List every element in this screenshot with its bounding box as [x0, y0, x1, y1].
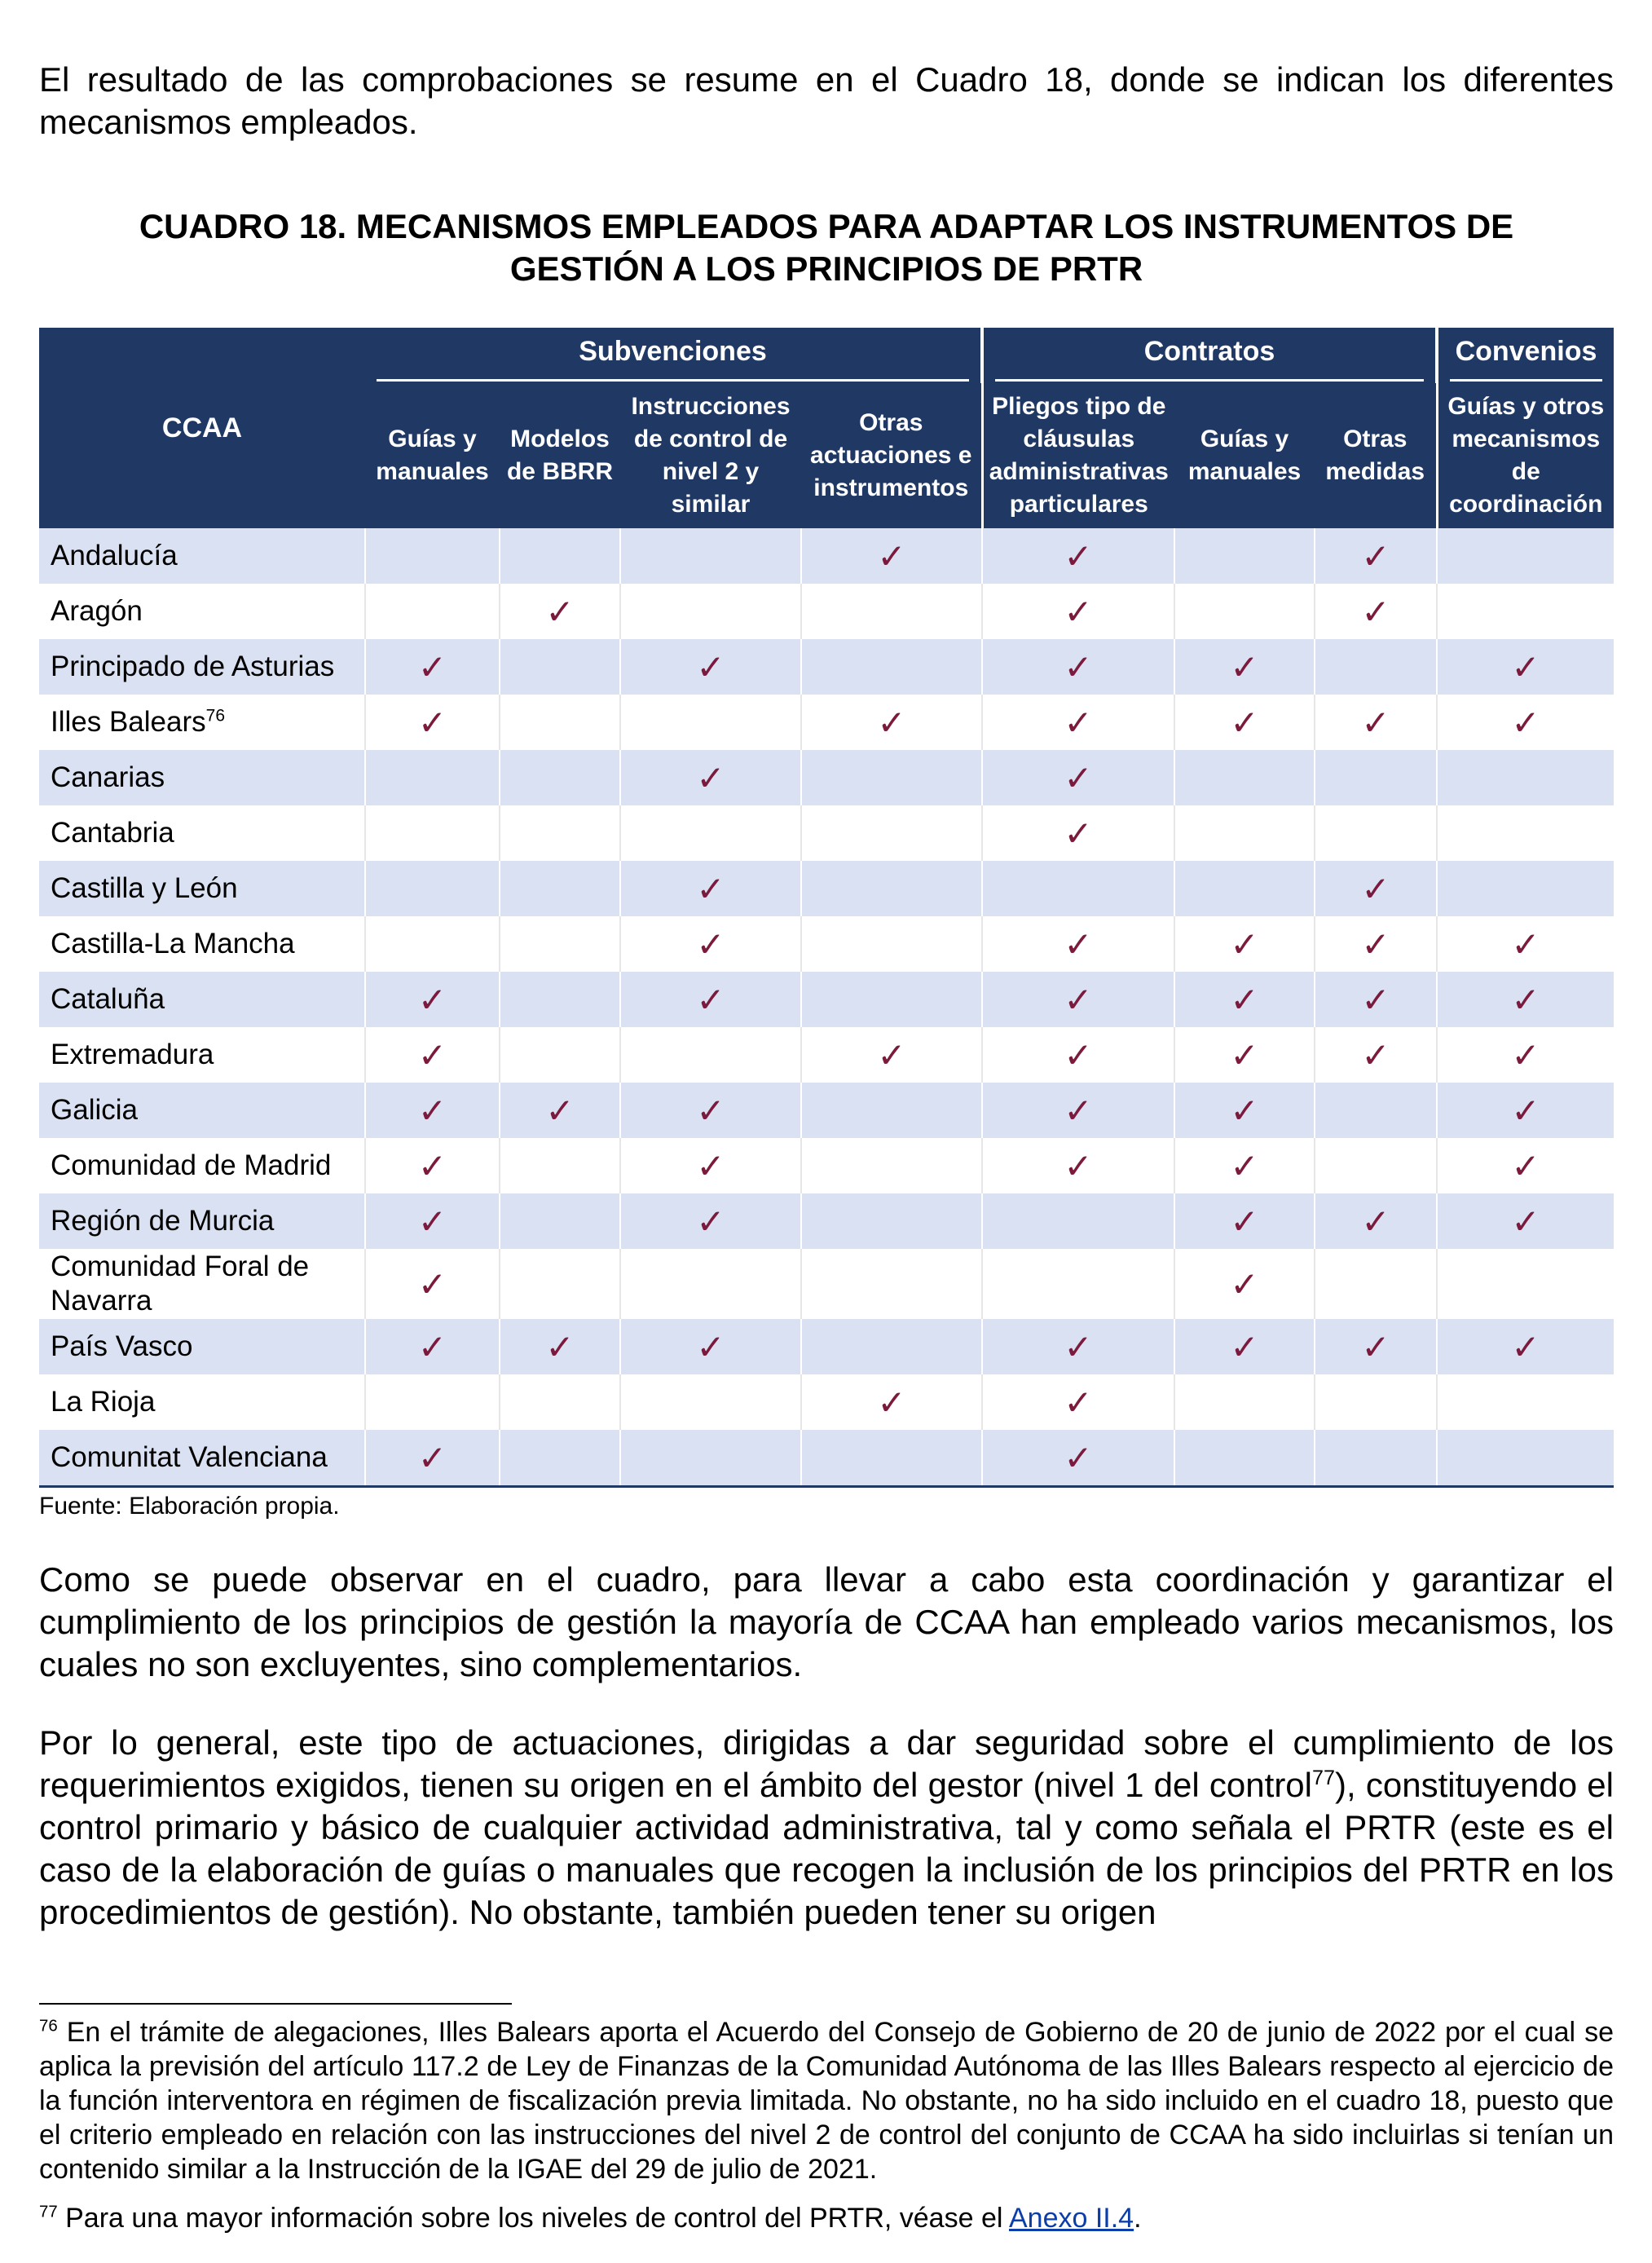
column-header: Otras actuaciones e instrumentos	[801, 383, 982, 528]
table-row	[39, 1027, 1614, 1083]
table-row	[39, 1374, 1614, 1430]
empty-cell	[1315, 1430, 1437, 1487]
empty-cell	[365, 916, 500, 972]
check-icon: ✓	[801, 1374, 982, 1430]
empty-cell	[1315, 805, 1437, 861]
table-body	[39, 528, 1614, 1487]
empty-cell	[620, 1374, 801, 1430]
check-icon: ✓	[1437, 639, 1614, 695]
empty-cell	[620, 1249, 801, 1319]
empty-cell	[1315, 1374, 1437, 1430]
intro-paragraph: El resultado de las comprobaciones se resume en el Cuadro 18, donde se indican los diferentes mecanismos empleados.	[39, 60, 1614, 141]
empty-cell	[500, 1430, 620, 1487]
ccaa-name: Castilla y León	[39, 861, 365, 916]
table-row	[39, 1193, 1614, 1249]
ccaa-name: Galicia	[39, 1083, 365, 1138]
check-icon: ✓	[1174, 1138, 1315, 1193]
check-icon: ✓	[1315, 861, 1437, 916]
empty-cell	[500, 695, 620, 750]
empty-cell	[1174, 861, 1315, 916]
column-header: Otras medidas	[1315, 383, 1437, 528]
check-icon: ✓	[1174, 916, 1315, 972]
column-header: Pliegos tipo de cláusulas administrativas particulares	[982, 383, 1174, 528]
check-icon: ✓	[982, 584, 1174, 639]
check-icon: ✓	[1437, 1027, 1614, 1083]
check-icon: ✓	[982, 1027, 1174, 1083]
check-icon: ✓	[620, 916, 801, 972]
check-icon: ✓	[365, 972, 500, 1027]
empty-cell	[620, 695, 801, 750]
empty-cell	[620, 1027, 801, 1083]
empty-cell	[1315, 1249, 1437, 1319]
empty-cell	[365, 584, 500, 639]
table-row	[39, 805, 1614, 861]
table-row	[39, 972, 1614, 1027]
table-row	[39, 916, 1614, 972]
empty-cell	[500, 528, 620, 584]
column-header: Guías y otros mecanismos de coordinación	[1437, 383, 1614, 528]
check-icon: ✓	[620, 1138, 801, 1193]
empty-cell	[982, 861, 1174, 916]
check-icon: ✓	[982, 1374, 1174, 1430]
check-icon: ✓	[620, 639, 801, 695]
empty-cell	[982, 1249, 1174, 1319]
mechanisms-table-wrapper	[39, 328, 1614, 1520]
check-icon: ✓	[982, 1430, 1174, 1487]
check-icon: ✓	[1174, 1249, 1315, 1319]
ccaa-name: Comunidad de Madrid	[39, 1138, 365, 1193]
check-icon: ✓	[1437, 1319, 1614, 1374]
ccaa-name: Cantabria	[39, 805, 365, 861]
check-icon: ✓	[1315, 916, 1437, 972]
check-icon: ✓	[620, 972, 801, 1027]
table-title-line-2: GESTIÓN A LOS PRINCIPIOS DE PRTR	[509, 249, 1143, 288]
check-icon: ✓	[620, 1319, 801, 1374]
check-icon: ✓	[982, 695, 1174, 750]
check-icon: ✓	[1437, 1193, 1614, 1249]
empty-cell	[801, 916, 982, 972]
empty-cell	[365, 528, 500, 584]
table-source: Fuente: Elaboración propia.	[39, 1493, 340, 1520]
empty-cell	[801, 861, 982, 916]
ccaa-name: Aragón	[39, 584, 365, 639]
empty-cell	[801, 1430, 982, 1487]
empty-cell	[801, 584, 982, 639]
table-row	[39, 584, 1614, 639]
check-icon: ✓	[1174, 1193, 1315, 1249]
empty-cell	[500, 1138, 620, 1193]
check-icon: ✓	[365, 1083, 500, 1138]
group-header-convenios: Convenios	[1437, 328, 1614, 383]
empty-cell	[620, 805, 801, 861]
ccaa-name: Illes Balears$^{76}$	[39, 695, 365, 750]
check-icon: ✓	[982, 750, 1174, 805]
footnote-divider	[39, 2003, 512, 2005]
empty-cell	[801, 1249, 982, 1319]
empty-cell	[801, 639, 982, 695]
table-title	[39, 205, 1614, 290]
check-icon: ✓	[1174, 972, 1315, 1027]
empty-cell	[620, 584, 801, 639]
empty-cell	[801, 1193, 982, 1249]
empty-cell	[1174, 750, 1315, 805]
empty-cell	[365, 805, 500, 861]
check-icon: ✓	[365, 1027, 500, 1083]
table-row	[39, 1138, 1614, 1193]
empty-cell	[1437, 584, 1614, 639]
check-icon: ✓	[801, 695, 982, 750]
footnote-ref-77: 77	[1312, 1767, 1336, 1789]
footnote-77: $^{77}$ Para una mayor información sobre los niveles de control del PRTR, véase el Anexo II.4.	[39, 2203, 1142, 2234]
check-icon: ✓	[1315, 1193, 1437, 1249]
check-icon: ✓	[982, 639, 1174, 695]
check-icon: ✓	[1437, 1083, 1614, 1138]
empty-cell	[365, 861, 500, 916]
empty-cell	[1174, 1374, 1315, 1430]
paragraph-general: Por lo general, este tipo de actuaciones, dirigidas a dar seguridad sobre el cumplimiento de los requerimientos exigidos, tienen su origen en el ámbito del gestor (nivel 1 del control$^{77}$), constituyendo el control primario y básico de cualquier actividad administrativa, tal y como señala el PRTR (este es el caso de la elaboración de guías o manuales que recogen la inclusión de los principios del PRTR en los procedimientos de gestión). No obstante, también pueden tener su origen	[39, 1723, 1614, 1931]
check-icon: ✓	[365, 695, 500, 750]
check-icon: ✓	[1174, 639, 1315, 695]
ccaa-name: La Rioja	[39, 1374, 365, 1430]
empty-cell	[1437, 750, 1614, 805]
check-icon: ✓	[1315, 1027, 1437, 1083]
empty-cell	[801, 972, 982, 1027]
empty-cell	[1437, 528, 1614, 584]
footnotes	[39, 2015, 1614, 2250]
check-icon: ✓	[982, 1138, 1174, 1193]
check-icon: ✓	[801, 528, 982, 584]
check-icon: ✓	[365, 1319, 500, 1374]
ccaa-name: País Vasco	[39, 1319, 365, 1374]
check-icon: ✓	[1174, 1027, 1315, 1083]
empty-cell	[500, 916, 620, 972]
empty-cell	[500, 861, 620, 916]
empty-cell	[1437, 1430, 1614, 1487]
table-row	[39, 861, 1614, 916]
empty-cell	[500, 639, 620, 695]
empty-cell	[1174, 1430, 1315, 1487]
check-icon: ✓	[365, 1249, 500, 1319]
empty-cell	[500, 1027, 620, 1083]
check-icon: ✓	[620, 750, 801, 805]
empty-cell	[1437, 805, 1614, 861]
group-header-contratos: Contratos	[982, 328, 1437, 383]
check-icon: ✓	[1315, 584, 1437, 639]
ccaa-name: Principado de Asturias	[39, 639, 365, 695]
check-icon: ✓	[982, 916, 1174, 972]
column-header: Guías y manuales	[365, 383, 500, 528]
empty-cell	[500, 1249, 620, 1319]
empty-cell	[801, 805, 982, 861]
check-icon: ✓	[500, 1083, 620, 1138]
empty-cell	[982, 1193, 1174, 1249]
table-title-line-1: CUADRO 18. MECANISMOS EMPLEADOS PARA ADAPTAR LOS INSTRUMENTOS DE	[139, 207, 1514, 245]
empty-cell	[1315, 1138, 1437, 1193]
check-icon: ✓	[1174, 1083, 1315, 1138]
check-icon: ✓	[1315, 1319, 1437, 1374]
check-icon: ✓	[1315, 972, 1437, 1027]
check-icon: ✓	[620, 1083, 801, 1138]
table-row	[39, 528, 1614, 584]
check-icon: ✓	[500, 1319, 620, 1374]
check-icon: ✓	[1315, 528, 1437, 584]
column-header: Instrucciones de control de nivel 2 y similar	[620, 383, 801, 528]
ccaa-name: Región de Murcia	[39, 1193, 365, 1249]
check-icon: ✓	[620, 1193, 801, 1249]
ccaa-name: Andalucía	[39, 528, 365, 584]
check-icon: ✓	[982, 1083, 1174, 1138]
empty-cell	[1174, 584, 1315, 639]
check-icon: ✓	[982, 528, 1174, 584]
check-icon: ✓	[365, 1138, 500, 1193]
empty-cell	[1174, 528, 1315, 584]
table-row	[39, 1319, 1614, 1374]
ccaa-name: Extremadura	[39, 1027, 365, 1083]
check-icon: ✓	[620, 861, 801, 916]
footnote-ref-76: 76	[205, 706, 225, 726]
check-icon: ✓	[1437, 695, 1614, 750]
empty-cell	[1437, 861, 1614, 916]
check-icon: ✓	[801, 1027, 982, 1083]
check-icon: ✓	[1315, 695, 1437, 750]
check-icon: ✓	[365, 1430, 500, 1487]
empty-cell	[1315, 750, 1437, 805]
ccaa-name: Comunidad Foral de Navarra	[39, 1249, 365, 1319]
column-header: Modelos de BBRR	[500, 383, 620, 528]
empty-cell	[365, 1374, 500, 1430]
mechanisms-table	[39, 328, 1614, 1488]
empty-cell	[1315, 639, 1437, 695]
ccaa-name: Comunitat Valenciana	[39, 1430, 365, 1487]
check-icon: ✓	[1174, 1319, 1315, 1374]
empty-cell	[801, 750, 982, 805]
check-icon: ✓	[982, 972, 1174, 1027]
footnote-76: $^{76}$ En el trámite de alegaciones, Illes Balears aporta el Acuerdo del Consejo de Gobierno de 20 de junio de 2022 por el cual se aplica la previsión del artículo 117.2 de Ley de Finanzas de la Comunidad Autónoma de las Illes Balears respecto al ejercicio de la función interventora en régimen de fiscalización previa limitada. No obstante, no ha sido incluido en el cuadro 18, puesto que el criterio empleado en relación con las instrucciones del nivel 2 de control del conjunto de CCAA ha sido incluirlas si tenían un contenido similar a la Instrucción de la IGAE del 29 de julio de 2021.	[39, 2017, 1614, 2185]
check-icon: ✓	[982, 1319, 1174, 1374]
table-row	[39, 639, 1614, 695]
annex-link[interactable]: Anexo II.4	[1008, 2203, 1134, 2234]
check-icon: ✓	[1437, 916, 1614, 972]
ccaa-header: CCAA	[39, 328, 365, 528]
empty-cell	[500, 972, 620, 1027]
table-row	[39, 1430, 1614, 1487]
empty-cell	[1174, 805, 1315, 861]
empty-cell	[801, 1083, 982, 1138]
empty-cell	[1437, 1249, 1614, 1319]
check-icon: ✓	[500, 584, 620, 639]
check-icon: ✓	[1437, 1138, 1614, 1193]
empty-cell	[500, 1374, 620, 1430]
table-row	[39, 695, 1614, 750]
check-icon: ✓	[982, 805, 1174, 861]
empty-cell	[1437, 1374, 1614, 1430]
empty-cell	[620, 1430, 801, 1487]
ccaa-name: Cataluña	[39, 972, 365, 1027]
empty-cell	[500, 805, 620, 861]
check-icon: ✓	[365, 639, 500, 695]
table-row	[39, 750, 1614, 805]
empty-cell	[801, 1319, 982, 1374]
ccaa-name: Canarias	[39, 750, 365, 805]
empty-cell	[1315, 1083, 1437, 1138]
ccaa-name: Castilla-La Mancha	[39, 916, 365, 972]
empty-cell	[500, 750, 620, 805]
group-header-subvenciones: Subvenciones	[365, 328, 982, 383]
empty-cell	[620, 528, 801, 584]
table-row	[39, 1083, 1614, 1138]
check-icon: ✓	[1174, 695, 1315, 750]
empty-cell	[365, 750, 500, 805]
column-header: Guías y manuales	[1174, 383, 1315, 528]
paragraph-observation: Como se puede observar en el cuadro, para llevar a cabo esta coordinación y garantizar el cumplimiento de los principios de gestión la mayoría de CCAA han empleado varios mecanismos, los cuales no son excluyentes, sino complementarios.	[39, 1560, 1614, 1683]
check-icon: ✓	[1437, 972, 1614, 1027]
check-icon: ✓	[365, 1193, 500, 1249]
empty-cell	[801, 1138, 982, 1193]
empty-cell	[500, 1193, 620, 1249]
table-row	[39, 1249, 1614, 1319]
